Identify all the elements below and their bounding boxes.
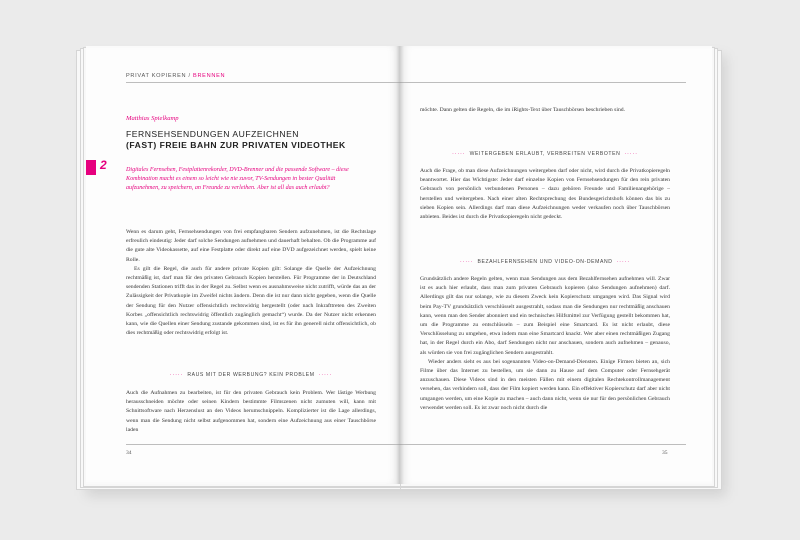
body-text (420, 106, 670, 115)
paragraph: Wieder anders sieht es aus bei sogenannten Video-on-Demand-Diensten. Einige Firmen bieten an, sich Filme über das Internet zu bestellen, um sie dann zu Hause auf dem Computer oder Fernsehgerät anzuschauen. Diese Videos sind in den meisten Fällen mit einem digitalen Rechtekontrollmanagement versehen, das verhindern soll, dass der Film kopiert werden kann. Ein effektiver Kopierschutz darf aber nicht umgangen werden, um eine Kopie zu machen – auch dann nicht, wenn sie nur für den persönlichen Gebrauch verwendet werden soll. Es ist zwar noch nicht durch die (420, 358, 670, 411)
paragraph: Auch die Aufnahmen zu bearbeiten, ist für den privaten Gebrauch kein Problem. Wer lästige Werbung herausschneiden möchte oder seinen Kindern bestimmte Filmszenen nicht zumuten will, kann mit Schnittsoftware nach Herzenslust an den Videos herumschnippeln. Komplizierter ist die Lage allerdings, wenn man die Sendung nicht selbst aufgenommen hat, sondern eine Aufzeichnung aus einer Tauschbörse laden (126, 390, 376, 433)
paragraph: Wenn es darum geht, Fernsehsendungen von frei empfangbaren Sendern aufzunehmen, ist die Rechtslage erfreulich eindeutig: Jeder darf solche Sendungen aufnehmen und dauerhaft behalten. Ob die Programme auf die gute alte Videokassette, auf eine Festplatte oder direkt auf eine DVD aufgezeichnet werden, spielt keine Rolle. (126, 229, 376, 263)
page-number: 35 (662, 450, 668, 456)
page-number: 34 (126, 450, 132, 456)
footer-rule (400, 444, 686, 445)
title-line-1: FERNSEHSENDUNGEN AUFZEICHNEN (126, 129, 300, 139)
subhead-text: BEZAHLFERNSEHEN UND VIDEO-ON-DEMAND (477, 259, 613, 265)
book-gutter (396, 46, 404, 484)
section-subhead: ····· WEITERGEBEN ERLAUBT, VERBREITEN VERBOTEN ····· (452, 151, 638, 157)
body-text (126, 389, 376, 435)
running-head-sub: BRENNEN (193, 73, 226, 79)
subhead-text: WEITERGEBEN ERLAUBT, VERBREITEN VERBOTEN (469, 151, 621, 157)
section-subhead: ····· RAUS MIT DER WERBUNG? KEIN PROBLEM ····· (169, 372, 333, 378)
chapter-marker (86, 160, 96, 175)
footer-rule (126, 444, 400, 445)
chapter-number: 2 (100, 158, 107, 172)
body-text (420, 275, 670, 413)
author-name: Matthias Spielkamp (126, 115, 179, 122)
article-title (126, 129, 366, 151)
paragraph: möchte. Dann gelten die Regeln, die im iRights-Text über Tauschbörsen beschrieben sind. (420, 107, 626, 113)
right-page (400, 46, 712, 484)
left-page (86, 46, 400, 484)
paragraph: Auch die Frage, ob man diese Aufzeichnungen weitergeben darf oder nicht, wird durch die Privatkopieregeln beantwortet. Hier das Wichtigste: Jeder darf einzelne Kopien von Fernsehsendungen für den rein privaten Gebrauch von persönlich verbundenen Personen – dazu gehören Freunde und Familienangehörige – herstellen und weitergeben. Nach einer alten Rechtsprechung des Bundesgerichtshofs können das bis zu sieben Kopien sein. Allerdings darf man diese Aufzeichnungen weder verkaufen noch über Tauschbörsen anbieten. Beides ist durch die Privatkopieregeln nicht gedeckt. (420, 168, 670, 221)
title-line-2: (FAST) FREIE BAHN ZUR PRIVATEN VIDEOTHEK (126, 140, 346, 150)
subhead-text: RAUS MIT DER WERBUNG? KEIN PROBLEM (187, 372, 315, 378)
body-text (126, 228, 376, 338)
paragraph: Es gilt die Regel, die auch für andere private Kopien gilt: Solange die Quelle der Aufzeichnung rechtmäßig ist, darf man für den privaten Gebrauch Kopien herstellen. Für Programme der in Deutschland sendenden Stationen trifft das in der Regel zu. Selbst wenn es ausnahmsweise nicht zutrifft, würde das an der Zulässigkeit der Privatkopie im Zweifel nichts ändern. Denn die ist nur dann nicht gegeben, wenn die Quelle der Sendung für den Nutzer offensichtlich rechtswidrig hergestellt (oder nach Inkrafttreten des Zweiten Korbes „offensichtlich rechtswidrig öffentlich zugänglich gemacht“) wurde. Da der Nutzer nicht erkennen kann, wie die Quellen einer Sendung zustande gekommen sind, ist es für ihn generell nicht offensichtlich, ob dies rechtmäßig oder rechtswidrig erfolgt ist. (126, 265, 376, 337)
paragraph: Grundsätzlich andere Regeln gelten, wenn man Sendungen aus dem Bezahlfernsehen aufnehmen will. Zwar ist es auch hier erlaubt, dass man zum privaten Gebrauch kopieren (also Sendungen aufnehmen) darf. Allerdings gilt das nur solange, wie zu diesem Zweck kein Kopierschutz umgangen wird. Das Signal wird beim Pay-TV grundsätzlich verschlüsselt ausgestrahlt, sodass man die Sendungen nur rechtmäßig anschauen kann, wenn man den Sender abonniert und ein technisches Hilfsmittel zur Verfügung gestellt bekommen hat, um die Programme zu entschlüsseln – zum Beispiel eine Smartcard. Es ist nicht erlaubt, diese Verschlüsselung zu umgehen, etwa indem man eine Smartcard knackt. Wer aber einen rechtmäßigen Zugang hat, in der Regel durch ein Abo, darf Sendungen nicht nur anschauen, sondern auch aufnehmen – genauso, als würden sie von frei zugänglichen Sendern ausgestrahlt. (420, 276, 670, 356)
header-rule (400, 82, 686, 83)
header-rule (126, 82, 400, 83)
body-text (420, 167, 670, 222)
running-head-main: PRIVAT KOPIEREN / (126, 73, 191, 79)
section-subhead: ····· BEZAHLFERNSEHEN UND VIDEO-ON-DEMAND ····· (459, 259, 631, 265)
running-head (126, 73, 225, 79)
lead-paragraph: Digitales Fernsehen, Festplattenrekorder, DVD-Brenner und die passende Software – diese Kombination macht es einem so leicht wie nie zuvor, TV-Sendungen in bester Qualität aufzunehmen, zu speichern, an Freunde zu verleihen. Aber ist all das auch erlaubt? (126, 167, 349, 191)
